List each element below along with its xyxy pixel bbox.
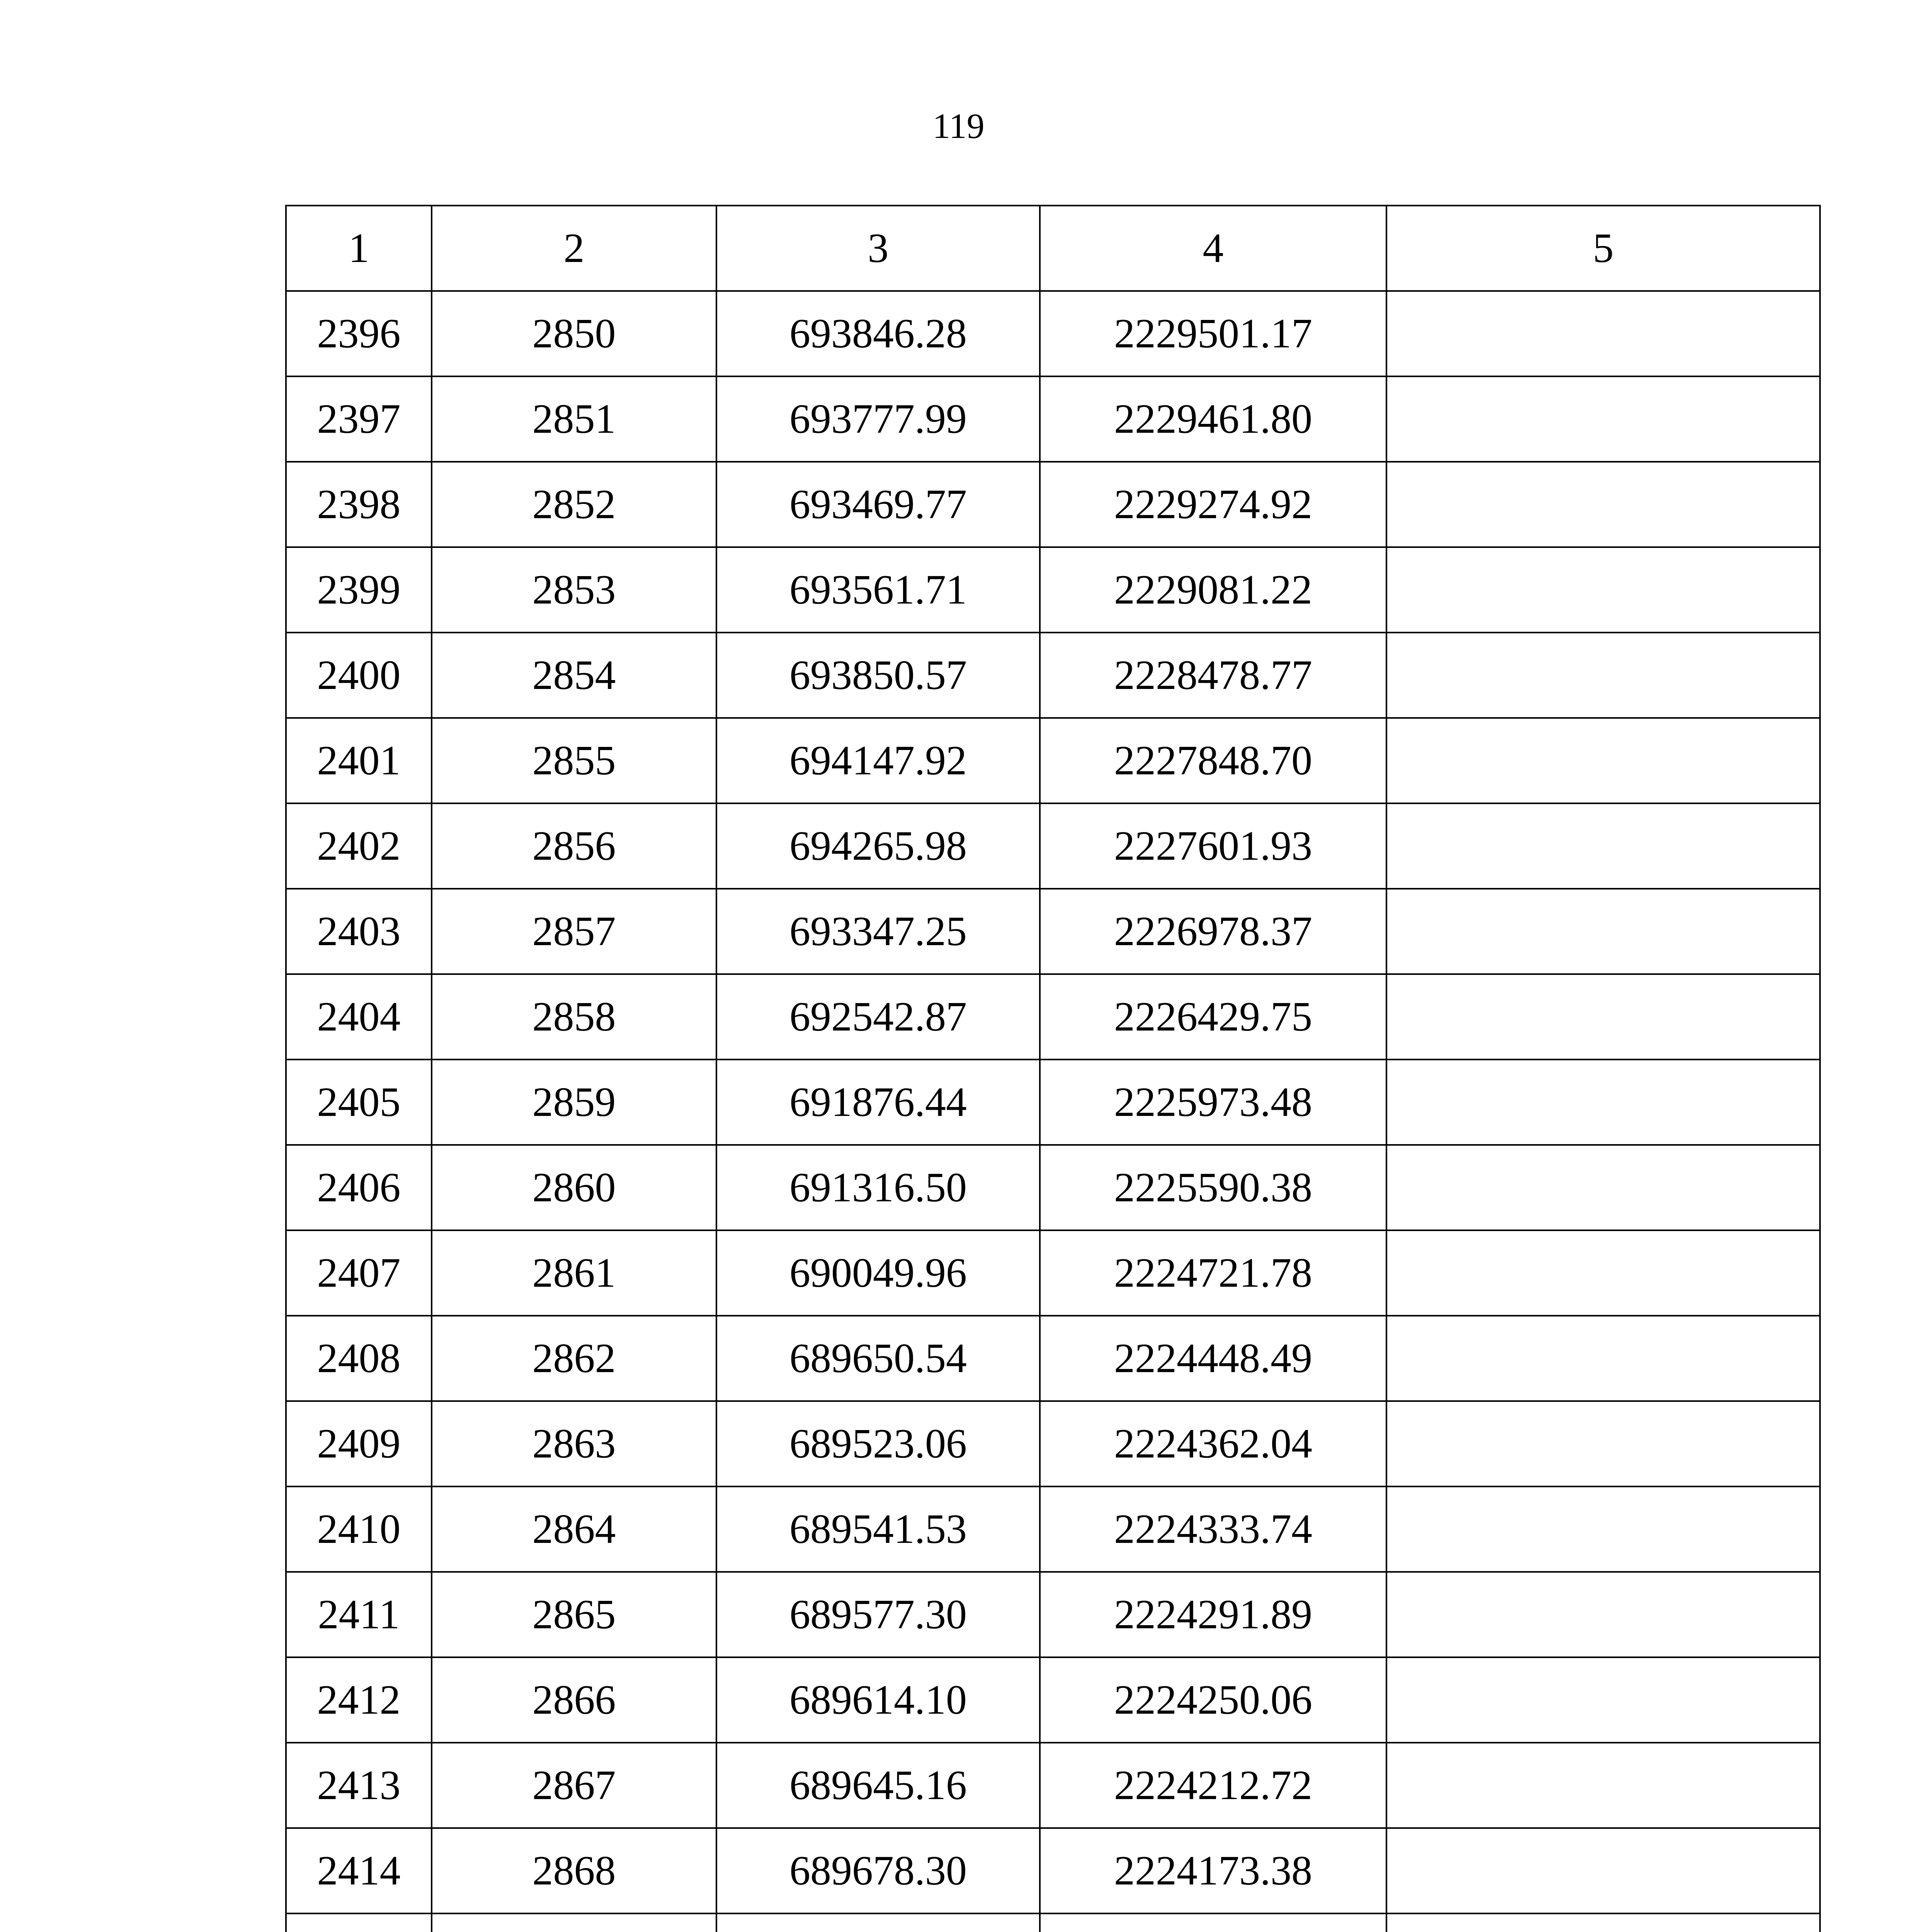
table-row [286,1060,1820,1145]
table-cell-col-3: 693846.28 [716,291,1040,376]
table-cell-col-5 [1386,1828,1820,1913]
table-cell-col-3: 693850.57 [716,633,1040,718]
table-cell-col-4: 2224362.04 [1040,1401,1386,1486]
table-cell-col-3: 689614.10 [716,1657,1040,1743]
table-cell-col-4: 2228478.77 [1040,633,1386,718]
table-cell-col-2: 2857 [432,889,716,974]
table-cell-col-2: 2858 [432,974,716,1060]
table-cell-col-1: 2409 [286,1401,432,1486]
table-cell-col-2: 2852 [432,462,716,547]
table-cell-col-2: 2851 [432,376,716,462]
table-cell-col-4 [1040,1913,1386,1932]
table-cell-col-1: 2396 [286,291,432,376]
table-cell-col-5 [1386,1316,1820,1401]
coordinates-table [285,205,1821,1932]
table-cell-col-3: 689645.16 [716,1743,1040,1828]
table-row [286,1743,1820,1828]
table-row [286,1316,1820,1401]
table-cell-col-3: 693777.99 [716,376,1040,462]
table-cell-col-3: 693347.25 [716,889,1040,974]
table-cell-col-5 [1386,1401,1820,1486]
table-cell-col-2: 2865 [432,1572,716,1657]
table-cell-col-5 [1386,1060,1820,1145]
table-row [286,1145,1820,1230]
header-cell-3: 3 [716,206,1040,291]
table-cell-col-5 [1386,1230,1820,1316]
header-cell-1: 1 [286,206,432,291]
table-cell-col-1: 2405 [286,1060,432,1145]
table-cell-col-2 [432,1913,716,1932]
table-cell-col-2: 2850 [432,291,716,376]
table-cell-col-2: 2864 [432,1486,716,1572]
table-cell-col-3: 690049.96 [716,1230,1040,1316]
table-row [286,1828,1820,1913]
table-cell-col-1 [286,1913,432,1932]
table-cell-col-4: 2224250.06 [1040,1657,1386,1743]
table-row [286,1230,1820,1316]
page-number: 119 [932,106,985,146]
table-cell-col-4: 2229461.80 [1040,376,1386,462]
table-cell-col-5 [1386,1572,1820,1657]
table-cell-col-1: 2408 [286,1316,432,1401]
table-cell-col-2: 2859 [432,1060,716,1145]
table-cell-col-4: 2224448.49 [1040,1316,1386,1401]
table-cell-col-1: 2411 [286,1572,432,1657]
table-cell-col-2: 2854 [432,633,716,718]
table-cell-col-3: 689650.54 [716,1316,1040,1401]
table-cell-col-3: 694265.98 [716,803,1040,889]
table-row [286,974,1820,1060]
table-cell-col-5 [1386,1913,1820,1932]
table-cell-col-2: 2867 [432,1743,716,1828]
table-cell-col-3: 689541.53 [716,1486,1040,1572]
table-cell-col-5 [1386,633,1820,718]
table-cell-col-1: 2413 [286,1743,432,1828]
table-cell-col-3: 694147.92 [716,718,1040,803]
header-cell-4: 4 [1040,206,1386,291]
header-cell-5: 5 [1386,206,1820,291]
table-cell-col-2: 2868 [432,1828,716,1913]
table-cell-col-4: 2229274.92 [1040,462,1386,547]
table-cell-col-3: 689577.30 [716,1572,1040,1657]
table-cell-col-5 [1386,462,1820,547]
table-cell-col-3: 691876.44 [716,1060,1040,1145]
table-cell-col-3: 692542.87 [716,974,1040,1060]
table-cell-col-2: 2861 [432,1230,716,1316]
table-cell-col-1: 2400 [286,633,432,718]
table-cell-col-5 [1386,889,1820,974]
table-cell-col-1: 2403 [286,889,432,974]
table-cell-col-2: 2853 [432,547,716,633]
table-row [286,889,1820,974]
table-row [286,1657,1820,1743]
table-cell-col-1: 2399 [286,547,432,633]
table-cell-col-4: 2224212.72 [1040,1743,1386,1828]
table-cell-col-4: 2224721.78 [1040,1230,1386,1316]
table-cell-col-5 [1386,547,1820,633]
table-cell-col-4: 2226978.37 [1040,889,1386,974]
table-cell-col-4: 2226429.75 [1040,974,1386,1060]
table-cell-col-1: 2404 [286,974,432,1060]
table-cell-col-5 [1386,803,1820,889]
table-cell-col-1: 2414 [286,1828,432,1913]
table-row [286,803,1820,889]
table-row [286,1572,1820,1657]
table-cell-col-1: 2410 [286,1486,432,1572]
table-row [286,376,1820,462]
table-cell-col-2: 2866 [432,1657,716,1743]
table-cell-col-1: 2407 [286,1230,432,1316]
header-cell-2: 2 [432,206,716,291]
table-cell-col-1: 2398 [286,462,432,547]
table-cell-col-1: 2401 [286,718,432,803]
table-cell-col-2: 2863 [432,1401,716,1486]
table-cell-col-1: 2406 [286,1145,432,1230]
table-cell-col-4: 2224291.89 [1040,1572,1386,1657]
table-cell-col-1: 2397 [286,376,432,462]
table-row [286,1913,1820,1932]
table-cell-col-1: 2412 [286,1657,432,1743]
table-cell-col-5 [1386,974,1820,1060]
table-cell-col-1: 2402 [286,803,432,889]
table-cell-col-3: 689678.30 [716,1828,1040,1913]
table-row [286,1401,1820,1486]
table-row [286,1486,1820,1572]
table-cell-col-5 [1386,291,1820,376]
table-row [286,633,1820,718]
table-cell-col-2: 2860 [432,1145,716,1230]
table-cell-col-4: 2224333.74 [1040,1486,1386,1572]
table-cell-col-5 [1386,1743,1820,1828]
table-cell-col-5 [1386,718,1820,803]
table-cell-col-4: 2227601.93 [1040,803,1386,889]
table-cell-col-4: 2224173.38 [1040,1828,1386,1913]
table-cell-col-3: 689523.06 [716,1401,1040,1486]
table-cell-col-3 [716,1913,1040,1932]
table-cell-col-2: 2855 [432,718,716,803]
table-cell-col-2: 2862 [432,1316,716,1401]
table-cell-col-3: 691316.50 [716,1145,1040,1230]
table-cell-col-5 [1386,1657,1820,1743]
table-row [286,291,1820,376]
table-body [286,206,1820,1932]
table-cell-col-2: 2856 [432,803,716,889]
table-cell-col-4: 2229501.17 [1040,291,1386,376]
table-cell-col-3: 693469.77 [716,462,1040,547]
table-cell-col-4: 2225973.48 [1040,1060,1386,1145]
table-cell-col-4: 2227848.70 [1040,718,1386,803]
table-row [286,547,1820,633]
table-cell-col-5 [1386,1145,1820,1230]
table-cell-col-5 [1386,376,1820,462]
table-cell-col-3: 693561.71 [716,547,1040,633]
table-cell-col-4: 2225590.38 [1040,1145,1386,1230]
table-cell-col-4: 2229081.22 [1040,547,1386,633]
table-cell-col-5 [1386,1486,1820,1572]
table-row [286,462,1820,547]
table-row [286,718,1820,803]
table-header-row [286,206,1820,291]
